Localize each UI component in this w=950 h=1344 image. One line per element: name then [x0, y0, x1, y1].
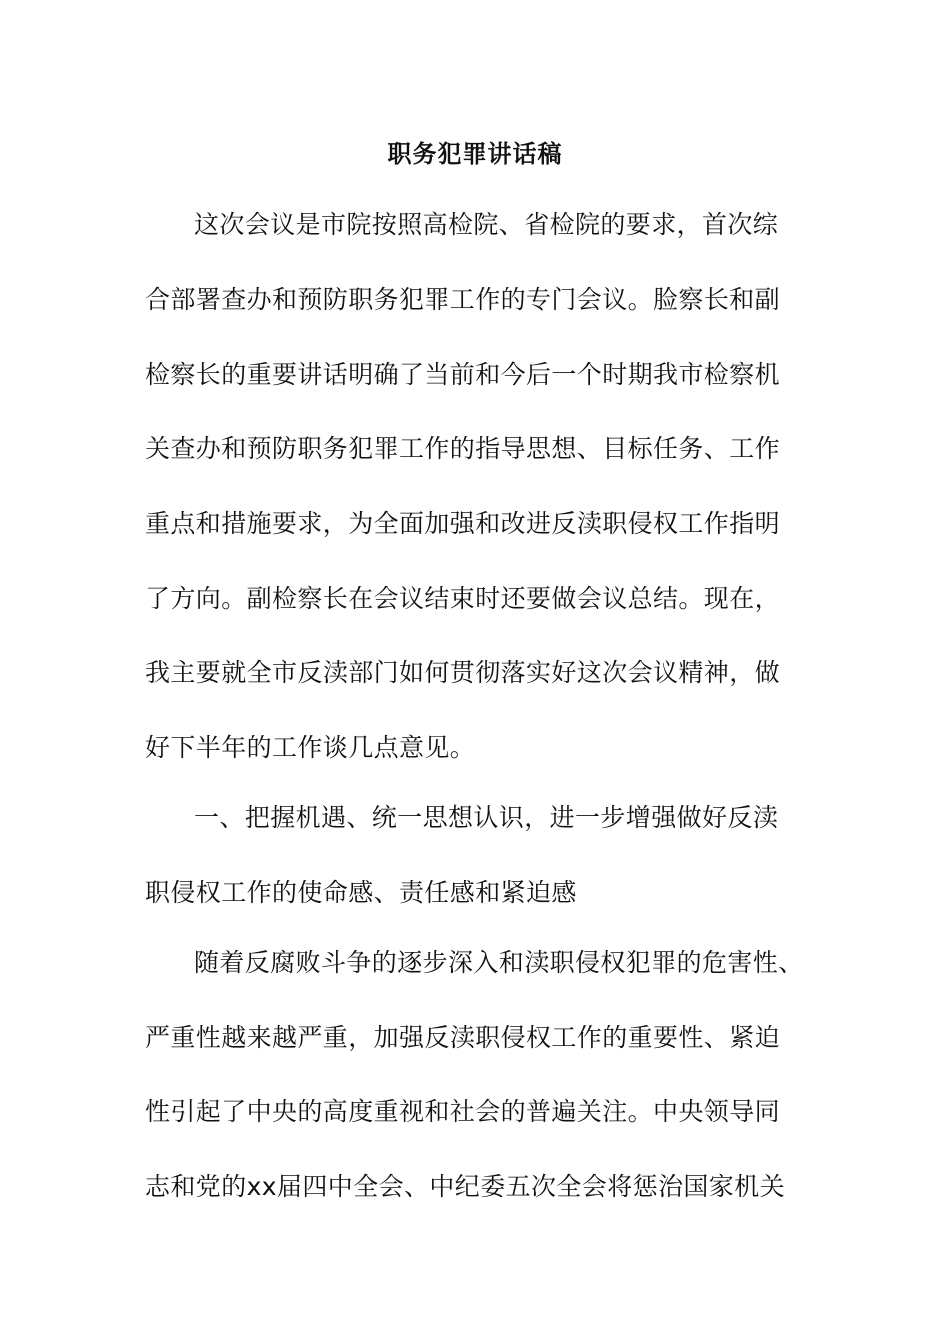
paragraph-1-line-3: 检察长的重要讲话明确了当前和今后一个时期我市检察机: [145, 360, 781, 389]
paragraph-2-line-2: 严重性越来越严重，加强反渎职侵权工作的重要性、紧迫: [145, 1023, 781, 1052]
section-heading-line-2: 职侵权工作的使命感、责任感和紧迫感: [145, 878, 577, 907]
paragraph-1-line-6: 了方向。副检察长在会议结束时还要做会议总结。现在，: [145, 584, 781, 613]
paragraph-2-line-3: 性引起了中央的高度重视和社会的普遍关注。中央领导同: [145, 1097, 781, 1126]
paragraph-1-line-5: 重点和措施要求，为全面加强和改进反渎职侵权工作指明: [145, 509, 781, 538]
paragraph-1-line-2: 合部署查办和预防职务犯罪工作的专门会议。脸察长和副: [145, 285, 781, 314]
paragraph-2-line-1: 随着反腐败斗争的逐步深入和渎职侵权犯罪的危害性、: [194, 948, 804, 977]
page-title: 职务犯罪讲话稿: [387, 140, 563, 168]
section-heading-line-1: 一、把握机遇、统一思想认识，进一步增强做好反渎: [194, 803, 779, 832]
paragraph-1-line-8: 好下半年的工作谈几点意见。: [145, 733, 476, 762]
paragraph-1-line-7: 我主要就全市反渎部门如何贯彻落实好这次会议精神，做: [145, 658, 781, 687]
paragraph-1-line-1: 这次会议是市院按照高检院、省检院的要求，首次综: [194, 210, 779, 239]
paragraph-1-line-4: 关查办和预防职务犯罪工作的指导思想、目标任务、工作: [145, 434, 781, 463]
paragraph-2-line-4: 志和党的xx届四中全会、中纪委五次全会将惩治国家机关: [145, 1172, 785, 1201]
